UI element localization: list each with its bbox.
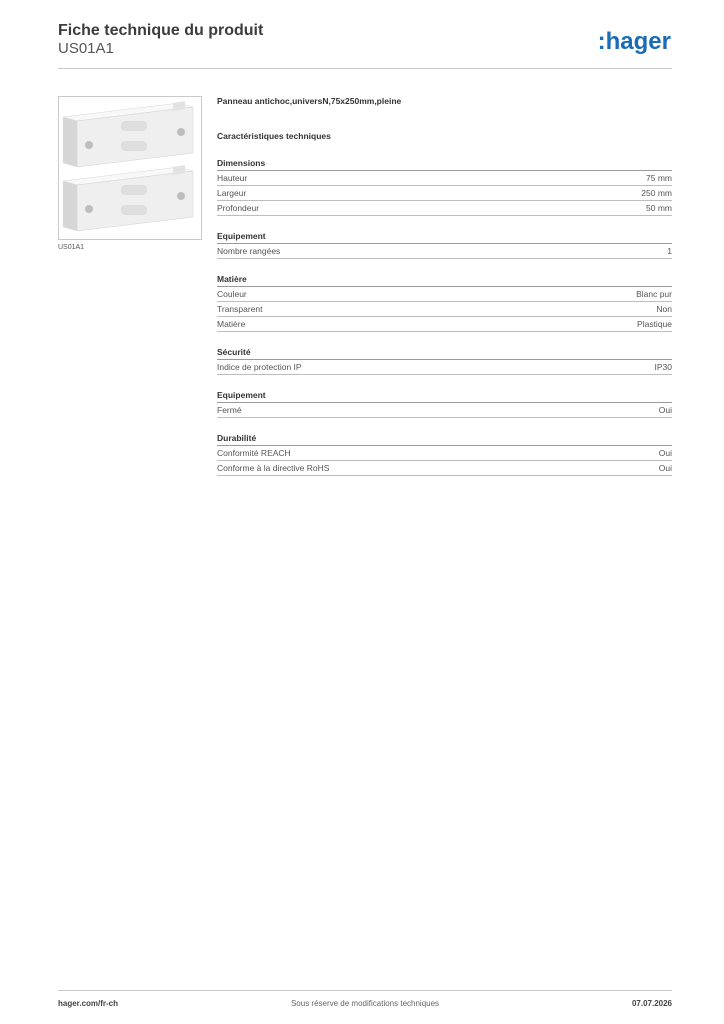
- product-image: [58, 96, 202, 240]
- footer-date: 07.07.2026: [631, 999, 672, 1008]
- spec-section: [217, 346, 672, 375]
- spec-label: Conforme à la directive RoHS: [217, 463, 330, 473]
- spec-value: 50 mm: [646, 203, 672, 213]
- spec-label: Hauteur: [217, 173, 248, 183]
- spec-value: 1: [667, 246, 672, 256]
- spec-section: [217, 273, 672, 332]
- spec-value: 75 mm: [646, 173, 672, 183]
- spec-label: Transparent: [217, 304, 263, 314]
- hager-logo: [592, 26, 672, 56]
- spec-label: Conformité REACH: [217, 448, 291, 458]
- spec-row: [217, 317, 672, 332]
- spec-value: Plastique: [637, 319, 672, 329]
- spec-value: Blanc pur: [636, 289, 672, 299]
- spec-section: [217, 157, 672, 216]
- page-header: [58, 20, 672, 69]
- spec-row: [217, 302, 672, 317]
- characteristics-title: Caractéristiques techniques: [217, 131, 331, 141]
- panel-top: [63, 101, 193, 167]
- section-title: Sécurité: [217, 346, 672, 360]
- spec-label: Profondeur: [217, 203, 260, 213]
- spec-row: [217, 360, 672, 375]
- spec-label: Couleur: [217, 289, 247, 299]
- spec-row: [217, 171, 672, 186]
- spec-section: [217, 432, 672, 476]
- panel-bottom: [63, 165, 193, 231]
- spec-label: Nombre rangées: [217, 246, 281, 256]
- spec-label: Largeur: [217, 188, 247, 198]
- section-title: Dimensions: [217, 157, 672, 171]
- spec-value: Oui: [658, 463, 672, 473]
- spec-label: Matière: [217, 319, 246, 329]
- page-footer: [58, 990, 672, 1013]
- spec-row: [217, 446, 672, 461]
- spec-row: [217, 403, 672, 418]
- spec-label: Fermé: [217, 405, 242, 415]
- spec-row: [217, 461, 672, 476]
- spec-row: [217, 287, 672, 302]
- spec-value: Oui: [658, 405, 672, 415]
- spec-row: [217, 244, 672, 259]
- spec-row: [217, 201, 672, 216]
- product-illustration: [59, 97, 201, 239]
- spec-value: Oui: [658, 448, 672, 458]
- product-name: Panneau antichoc,universN,75x250mm,pleine: [217, 96, 402, 106]
- footer-website-link[interactable]: hager.com/fr-ch: [58, 999, 119, 1008]
- spec-value: 250 mm: [641, 188, 672, 198]
- logo-text: :hager: [597, 28, 671, 55]
- section-title: Equipement: [217, 230, 672, 244]
- section-title: Matière: [217, 273, 672, 287]
- spec-row: [217, 186, 672, 201]
- product-reference: US01A1: [58, 40, 114, 57]
- spec-section: [217, 389, 672, 418]
- footer-disclaimer: Sous réserve de modifications techniques: [290, 999, 440, 1008]
- spec-label: Indice de protection IP: [217, 362, 302, 372]
- spec-value: Non: [656, 304, 672, 314]
- spec-value: IP30: [654, 362, 672, 372]
- section-title: Durabilité: [217, 432, 672, 446]
- section-title: Equipement: [217, 389, 672, 403]
- image-caption: US01A1: [58, 244, 85, 251]
- page-title: Fiche technique du produit: [58, 22, 264, 39]
- spec-content: [217, 96, 672, 476]
- spec-section: [217, 230, 672, 259]
